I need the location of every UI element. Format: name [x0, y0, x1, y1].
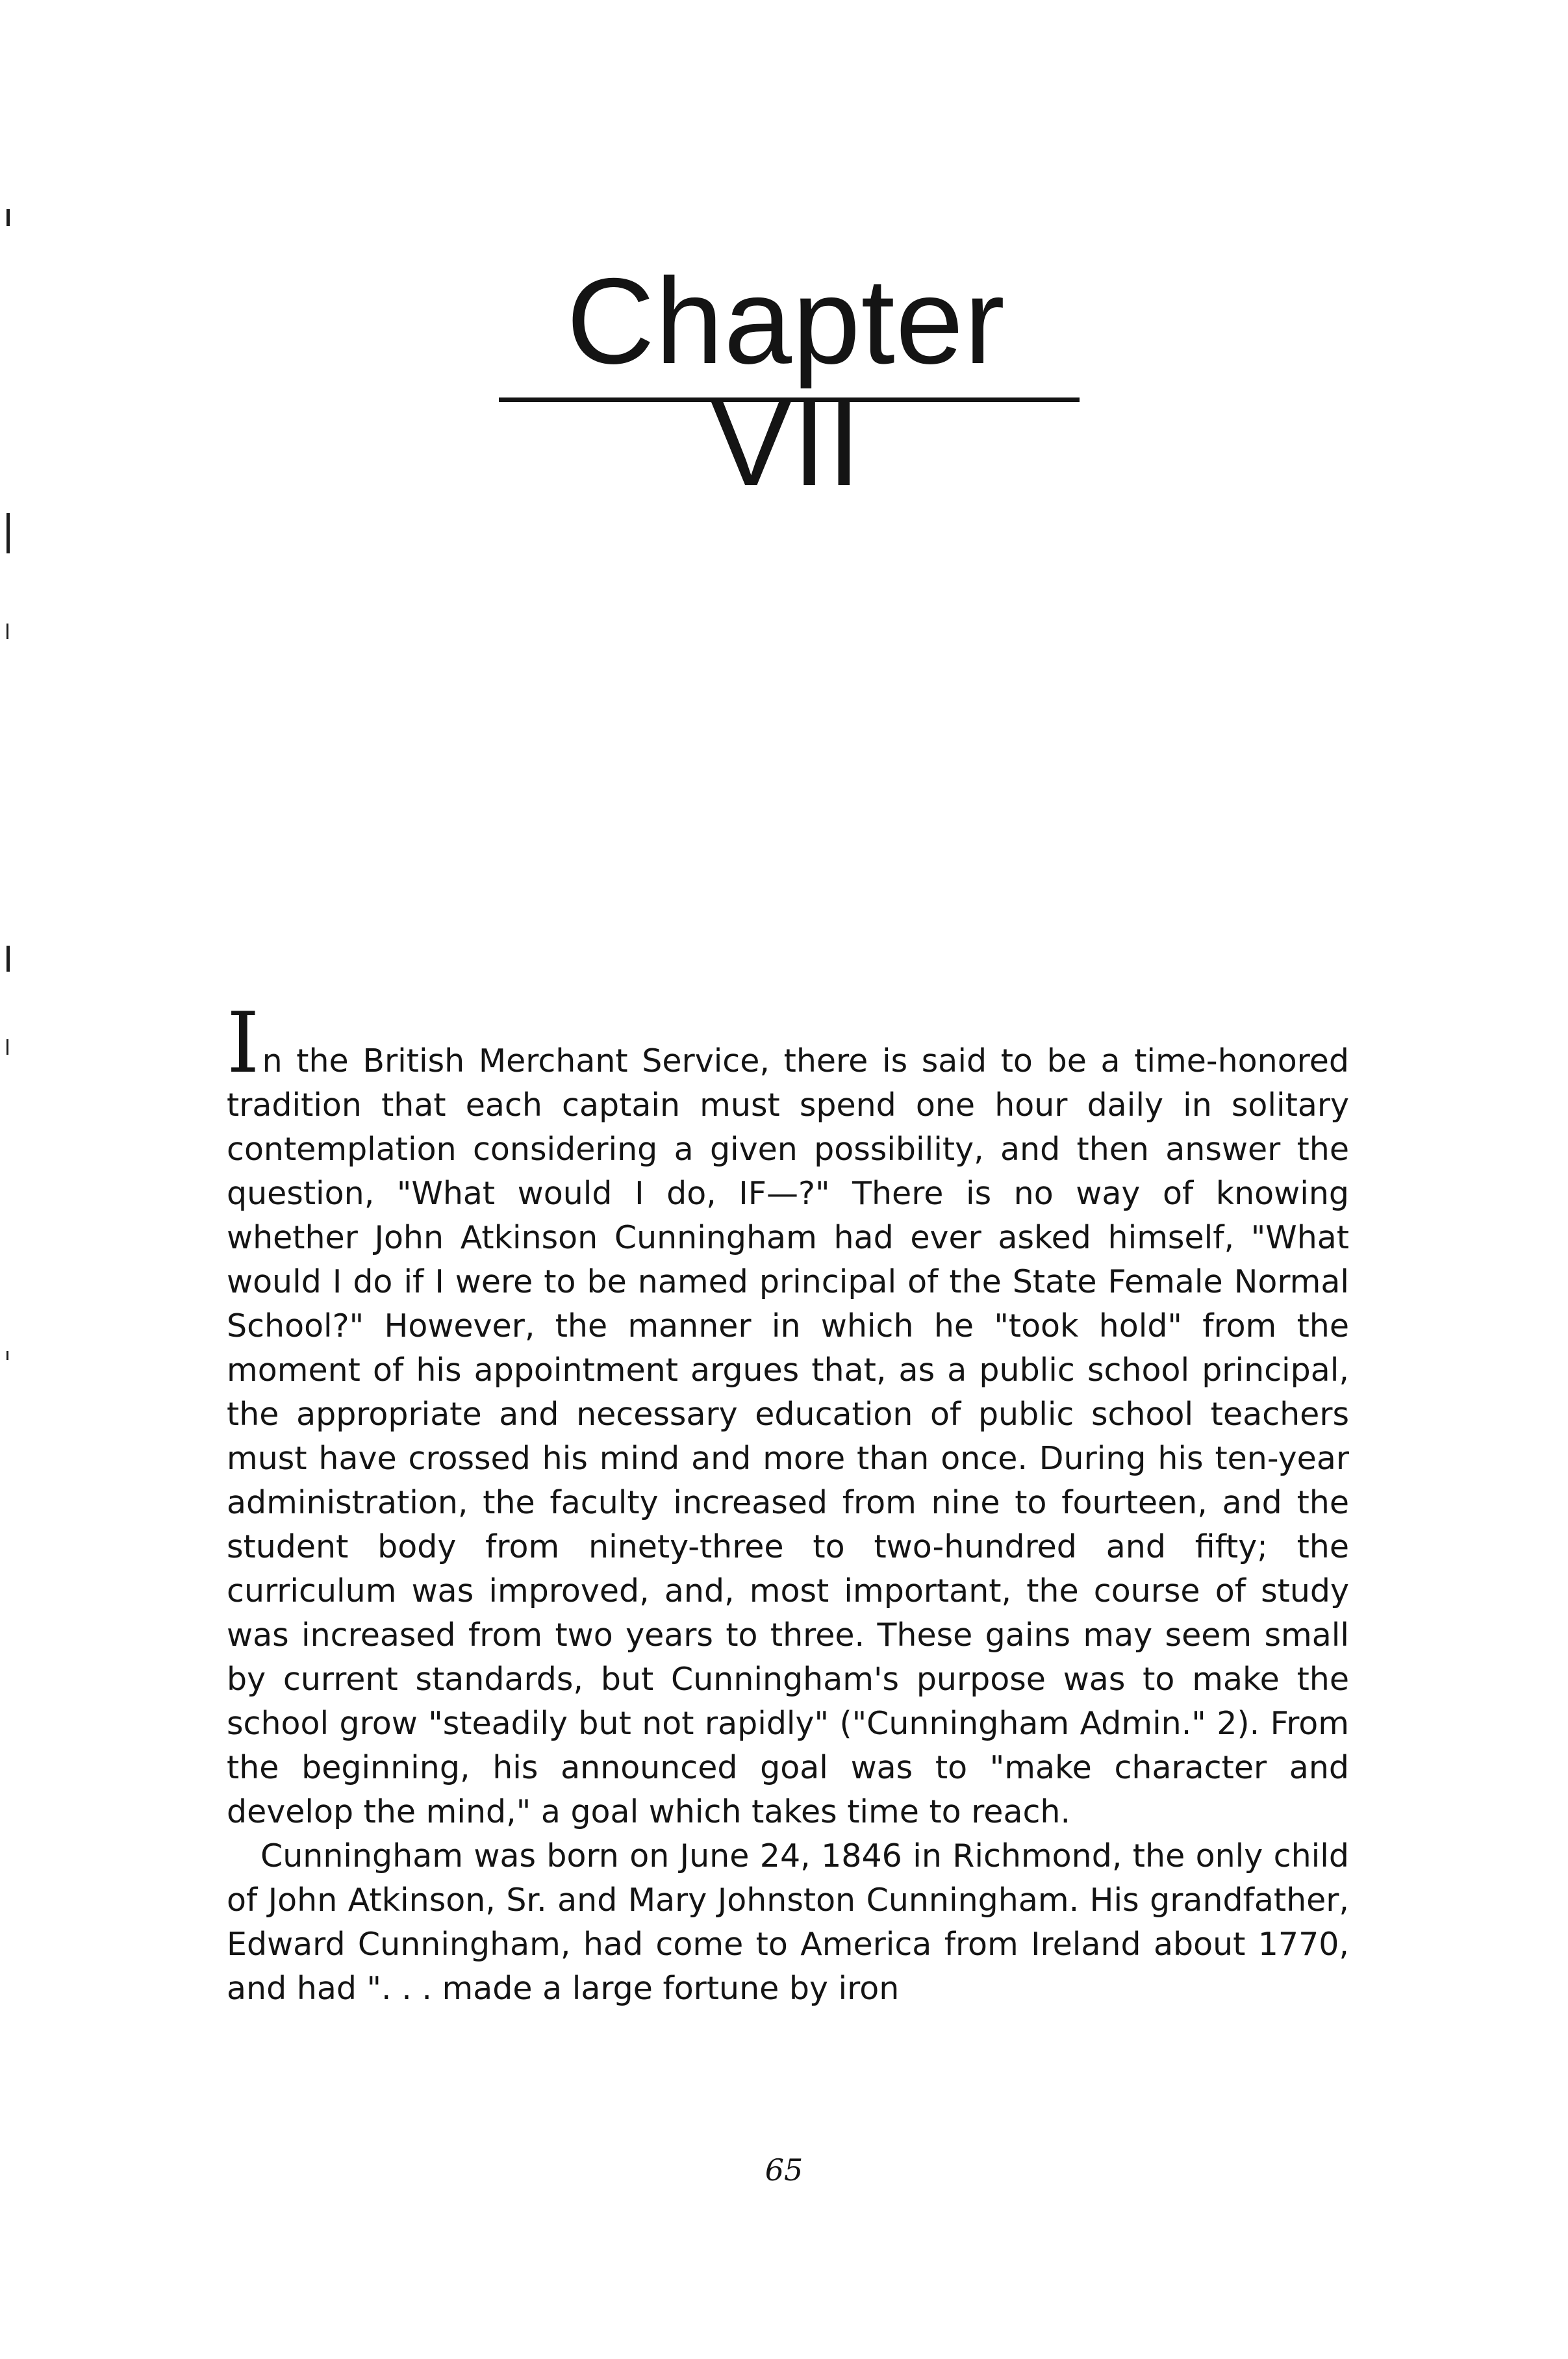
scan-artifact-mark	[6, 1039, 8, 1055]
scan-artifact-mark	[6, 209, 10, 226]
paragraph-2: Cunningham was born on June 24, 1846 in Richmond, the only child of John Atkinson, Sr. and Mary Johnston Cunningham. His grandfather, Edward Cunningham, had come to America from Ireland about 1770, and had ". . . made a large fortune by iron	[227, 1837, 1349, 2007]
paragraph-1-text: n the British Merchant Service, there is said to be a time-honored tradition that each captain must spend one hour daily in solitary contemplation considering a given possibility, and then answer the question, "What would I do, IF—?" There is no way of knowing whether John Atkinson Cunningham had ever asked himself, "What would I do if I were to be named principal of the State Female Normal School?" However, the manner in which he "took hold" from the moment of his appointment argues that, as a public school principal, the appropriate and necessary education of public school teachers must have crossed his mind and more than once. During his ten-year administration, the faculty increased from nine to fourteen, and the student body from ninety-three to two-hundred and fifty; the curriculum was improved, and, most important, the course of study was increased from two years to three. These gains may seem small by current standards, but Cunningham's purpose was to make the school grow "steadily but not rapidly" ("Cunningham Admin." 2). From the beginning, his announced goal was to "make character and develop the mind," a goal which takes time to reach.	[227, 1042, 1349, 1830]
scan-artifact-mark	[6, 513, 10, 553]
scan-artifact-mark	[6, 946, 10, 972]
title-underline-rule	[499, 397, 1080, 402]
scan-artifact-mark	[6, 624, 8, 639]
scan-artifact-mark	[6, 1351, 8, 1360]
paragraph-1	[227, 995, 1349, 1834]
drop-cap: I	[227, 995, 260, 1092]
body-text	[227, 995, 1349, 2011]
chapter-title: Chapter VII	[566, 253, 1005, 511]
page-number: 65	[765, 2152, 803, 2188]
